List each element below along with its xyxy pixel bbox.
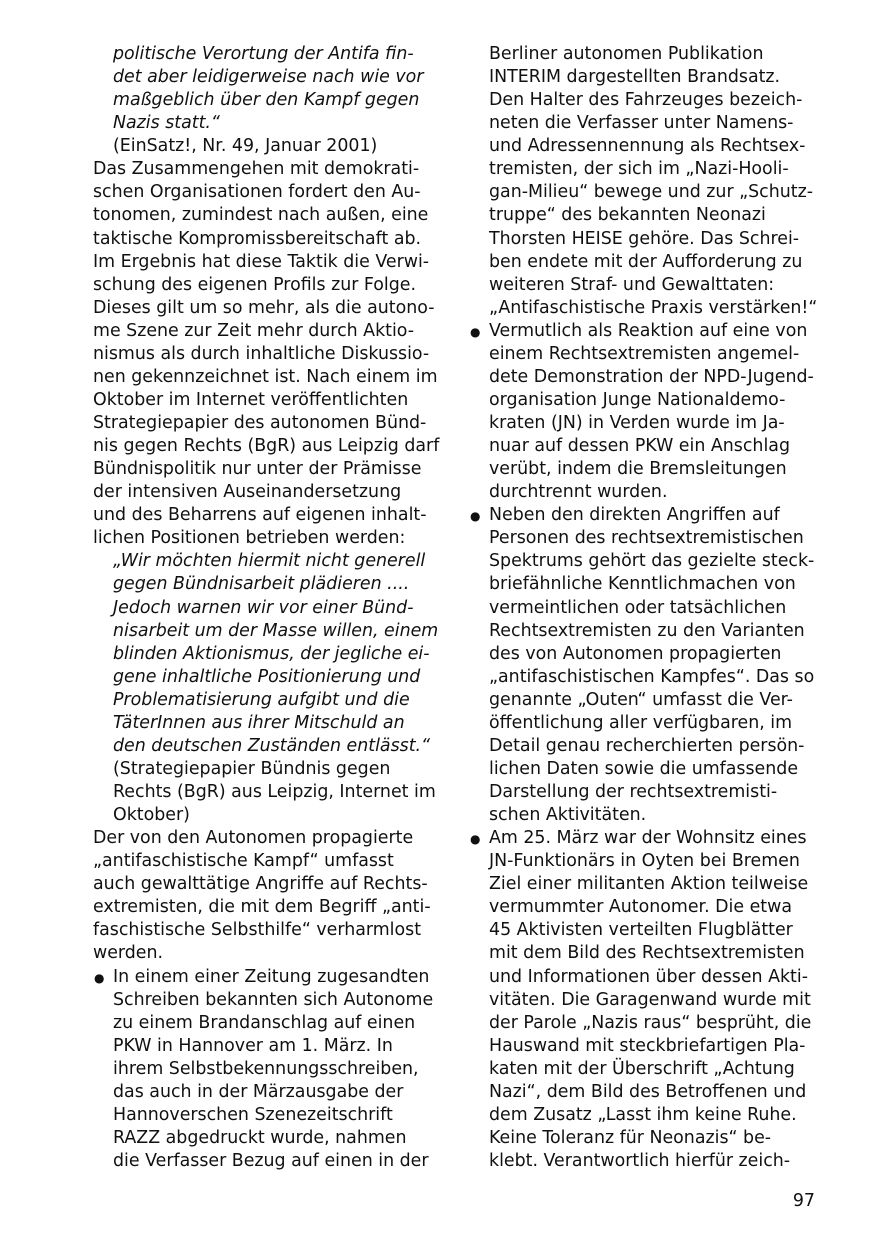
text-line: Detail genau recherchierten persön-: [489, 735, 805, 756]
text-line: Strategiepapier des autonomen Bünd-: [93, 413, 427, 433]
text-line: nismus als durch inhaltliche Diskussio-: [93, 343, 430, 364]
text-line: und Informationen über dessen Akti-: [489, 966, 808, 987]
text-line: das auch in der Märzausgabe der: [113, 1081, 404, 1102]
text-line: nen gekennzeichnet ist. Nach einem im: [93, 366, 438, 387]
text-line: ben endete mit der Aufforderung zu: [489, 251, 803, 272]
text-line: (EinSatz!, Nr. 49, Januar 2001): [113, 136, 378, 157]
text-line: Hannoverschen Szenezeitschrift: [113, 1104, 393, 1125]
text-line: vermeintlichen oder tatsächlichen: [489, 597, 787, 618]
text-line: der Parole „Nazis raus“ besprüht, die: [489, 1012, 812, 1033]
text-line: klebt. Verantwortlich hierfür zeich-: [489, 1151, 791, 1171]
text-line: verübt, indem die Bremsleitungen: [489, 459, 787, 480]
bullet-text-line: ● In einem einer Zeitung zugesandten: [93, 966, 438, 989]
text-line: und des Beharrens auf eigenen inhalt-: [93, 505, 427, 526]
text-line: JN-Funktionärs in Oyten bei Bremen: [489, 851, 800, 872]
text-line: ihrem Selbstbekennungsschreiben,: [113, 1058, 419, 1079]
text-line: „antifaschistischen Kampfes“. Das so: [489, 666, 815, 687]
text-line: den deutschen Zuständen entlässt.“: [113, 735, 431, 756]
text-line: Rechts (BgR) aus Leipzig, Internet im: [113, 782, 436, 802]
text-line: organisation Junge Nationaldemo-: [489, 389, 786, 410]
text-line: TäterInnen aus ihrer Mitschuld an: [113, 712, 405, 733]
text-line: gegen Bündnisarbeit plädieren ....: [113, 574, 410, 595]
text-line: dem Zusatz „Lasst ihm keine Ruhe.: [489, 1104, 797, 1125]
text-line: Bündnispolitik nur unter der Prämisse: [93, 459, 422, 480]
text-line: Personen des rechtsextremistischen: [489, 528, 804, 549]
text-line: Rechtsextremisten zu den Varianten: [489, 620, 805, 641]
text-line: schen Aktivitäten.: [489, 805, 647, 826]
text-line: Keine Toleranz für Neonazis“ be-: [489, 1127, 772, 1148]
bullet-text-line: ● Vermutlich als Reaktion auf eine von: [469, 320, 819, 343]
text-line: kraten (JN) in Verden wurde im Ja-: [489, 413, 785, 433]
text-line: lichen Daten sowie die umfassende: [489, 758, 799, 779]
text-line: mit dem Bild des Rechtsextremisten: [489, 943, 805, 964]
text-line: katen mit der Überschrift „Achtung: [489, 1058, 795, 1079]
text-line: gene inhaltliche Positionierung und: [113, 666, 421, 687]
text-line: Nazi“, dem Bild des Betroffenen und: [489, 1081, 807, 1102]
text-line: Ziel einer militanten Aktion teilweise: [489, 874, 809, 895]
text-line: genannte „Outen“ umfasst die Ver-: [489, 689, 793, 710]
text-line: RAZZ abgedruckt wurde, nahmen: [113, 1127, 407, 1148]
text-line: Das Zusammengehen mit demokrati-: [93, 159, 420, 180]
text-line: zu einem Brandanschlag auf einen: [113, 1012, 416, 1033]
bullet-text-line: ● Am 25. März war der Wohnsitz eines: [469, 827, 819, 850]
text-line: nisarbeit um der Masse willen, einem: [113, 620, 439, 641]
text-line: Oktober im Internet veröffentlichten: [93, 389, 409, 410]
text-line: (Strategiepapier Bündnis gegen: [113, 758, 391, 779]
text-line: Oktober): [113, 805, 190, 826]
text-line: weiteren Straf- und Gewalttaten:: [489, 274, 775, 295]
text-line: taktische Kompromissbereitschaft ab.: [93, 228, 422, 249]
text-line: des von Autonomen propagierten: [489, 643, 782, 664]
text-line: INTERIM dargestellten Brandsatz.: [489, 67, 781, 88]
text-line: Berliner autonomen Publikation: [489, 44, 764, 64]
left-column: [93, 43, 438, 1173]
text-line: nis gegen Rechts (BgR) aus Leipzig darf: [93, 436, 440, 457]
page-number: 97: [792, 1191, 815, 1211]
text-line: nuar auf dessen PKW ein Anschlag: [489, 436, 790, 457]
text-line: Jedoch warnen wir vor einer Bünd-: [113, 597, 414, 618]
text-line: Problematisierung aufgibt und die: [113, 689, 410, 710]
text-line: auch gewalttätige Angriffe auf Rechts-: [93, 874, 428, 895]
text-line: der intensiven Auseinandersetzung: [93, 482, 402, 503]
text-line: lichen Positionen betrieben werden:: [93, 528, 406, 549]
text-line: det aber leidigerweise nach wie vor: [113, 67, 424, 88]
text-line: Dieses gilt um so mehr, als die autono-: [93, 297, 435, 318]
text-line: Der von den Autonomen propagierte: [93, 828, 414, 849]
text-line: 45 Aktivisten verteilten Flugblätter: [489, 920, 793, 941]
text-line: schung des eigenen Profils zur Folge.: [93, 274, 417, 295]
text-line: neten die Verfasser unter Namens-: [489, 113, 794, 134]
text-line: truppe“ des bekannten Neonazi: [489, 205, 766, 226]
text-line: vitäten. Die Garagenwand wurde mit: [489, 989, 811, 1010]
text-line: Hauswand mit steckbriefartigen Pla-: [489, 1035, 806, 1056]
text-line: schen Organisationen fordert den Au-: [93, 182, 421, 203]
text-line: maßgeblich über den Kampf gegen: [113, 90, 420, 111]
text-line: „antifaschistische Kampf“ umfasst: [93, 851, 394, 872]
text-line: briefähnliche Kenntlichmachen von: [489, 574, 796, 595]
right-column: [469, 43, 819, 1173]
text-line: politische Verortung der Antifa fin-: [113, 44, 414, 64]
text-line: die Verfasser Bezug auf einen in der: [113, 1151, 429, 1171]
text-line: gan-Milieu“ bewege und zur „Schutz-: [489, 182, 813, 203]
text-line: blinden Aktionismus, der jegliche ei-: [113, 643, 430, 664]
text-line: faschistische Selbsthilfe“ verharmlost: [93, 920, 422, 941]
text-line: Thorsten HEISE gehöre. Das Schrei-: [489, 228, 800, 249]
text-line: öffentlichung aller verfügbaren, im: [489, 712, 793, 733]
text-line: einem Rechtsextremisten angemel-: [489, 343, 800, 364]
text-line: tonomen, zumindest nach außen, eine: [93, 205, 429, 226]
text-line: extremisten, die mit dem Begriff „anti-: [93, 897, 431, 918]
text-line: und Adressennennung als Rechtsex-: [489, 136, 806, 157]
text-line: werden.: [93, 943, 164, 964]
text-line: PKW in Hannover am 1. März. In: [113, 1035, 393, 1056]
text-line: Den Halter des Fahrzeuges bezeich-: [489, 90, 803, 111]
text-line: tremisten, der sich im „Nazi-Hooli-: [489, 159, 789, 180]
text-line: Im Ergebnis hat diese Taktik die Verwi-: [93, 251, 430, 272]
text-line: Spektrums gehört das gezielte steck-: [489, 551, 815, 572]
text-line: dete Demonstration der NPD-Jugend-: [489, 366, 814, 387]
text-line: me Szene zur Zeit mehr durch Aktio-: [93, 320, 415, 341]
text-line: „Wir möchten hiermit nicht generell: [113, 551, 426, 572]
text-line: Nazis statt.“: [113, 113, 220, 134]
text-line: durchtrennt wurden.: [489, 482, 668, 503]
text-line: Darstellung der rechtsextremisti-: [489, 782, 778, 802]
text-line: vermummter Autonomer. Die etwa: [489, 897, 793, 918]
bullet-text-line: ● Neben den direkten Angriffen auf: [469, 504, 819, 527]
text-line: „Antifaschistische Praxis verstärken!“: [489, 297, 818, 318]
text-line: Schreiben bekannten sich Autonome: [113, 989, 434, 1010]
